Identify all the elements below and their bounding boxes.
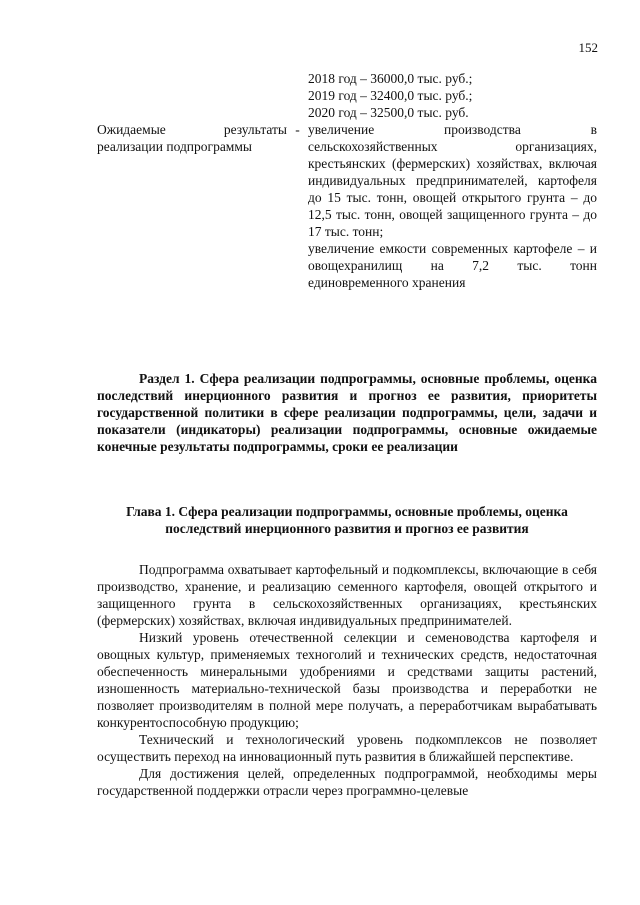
- body-text: [97, 561, 597, 799]
- section-heading: Раздел 1. Сфера реализации подпрограммы, основные проблемы, оценка последствий инерционного развития и прогноз ее развития, приоритеты государственной политики в сфере реализации подпрограммы, цели, задачи и показатели (индикаторы) реализации подпрограммы, основные ожидаемые конечные результаты подпрограммы, сроки ее реализации: [97, 371, 597, 454]
- chapter-heading: Глава 1. Сфера реализации подпрограммы, основные проблемы, оценка последствий инерционного развития и прогноз ее развития: [126, 504, 568, 536]
- paragraph: Низкий уровень отечественной селекции и семеноводства картофеля и овощных культур, применяемых техноголий и технических средств, недостаточная обеспеченность минеральными удобрениями и средствами защиты растений, изношенность материально-технической базы производства и переработки не позволяет производителям в полной мере получать, а переработчикам вырабатывать конкурентоспособную продукцию;: [97, 630, 597, 730]
- expected-results-dash: -: [295, 122, 300, 137]
- expected-results-label: Ожидаемые результаты реализации подпрограммы: [97, 122, 287, 154]
- expected-results-row: [97, 121, 597, 291]
- paragraph: Подпрограмма охватывает картофельный и подкомплексы, включающие в себя производство, хранение, и реализацию семенного картофеля, овощей открытого и защищенного грунта в сельскохозяйственных организациях, крестьянских (фермерских) хозяйствах, включая индивидуальных предпринимателей.: [97, 562, 597, 628]
- passport-table: [97, 70, 597, 291]
- page-number: 152: [578, 40, 598, 55]
- paragraph: Технический и технологический уровень подкомплексов не позволяет осуществить переход на инновационный путь развития в ближайшей перспективе.: [97, 732, 597, 764]
- funding-line: 2020 год – 32500,0 тыс. руб.: [308, 105, 469, 120]
- expected-result-item: увеличение производства в сельскохозяйственных организациях, крестьянских (фермерских) хозяйствах, включая индивидуальных предпринимателей, картофеля до 15 тыс. тонн, овощей открытого грунта – до 12,5 тыс. тонн, овощей защищенного грунта – до 17 тыс. тонн;: [308, 122, 597, 239]
- paragraph: Для достижения целей, определенных подпрограммой, необходимы меры государственной поддержки отрасли через программно-целевые: [97, 766, 597, 798]
- funding-line: 2019 год – 32400,0 тыс. руб.;: [308, 88, 473, 103]
- funding-line: 2018 год – 36000,0 тыс. руб.;: [308, 71, 473, 86]
- expected-result-item: увеличение емкости современных картофеле – и овощехранилищ на 7,2 тыс. тонн единовременного хранения: [308, 241, 597, 290]
- expected-results-text: [308, 121, 597, 291]
